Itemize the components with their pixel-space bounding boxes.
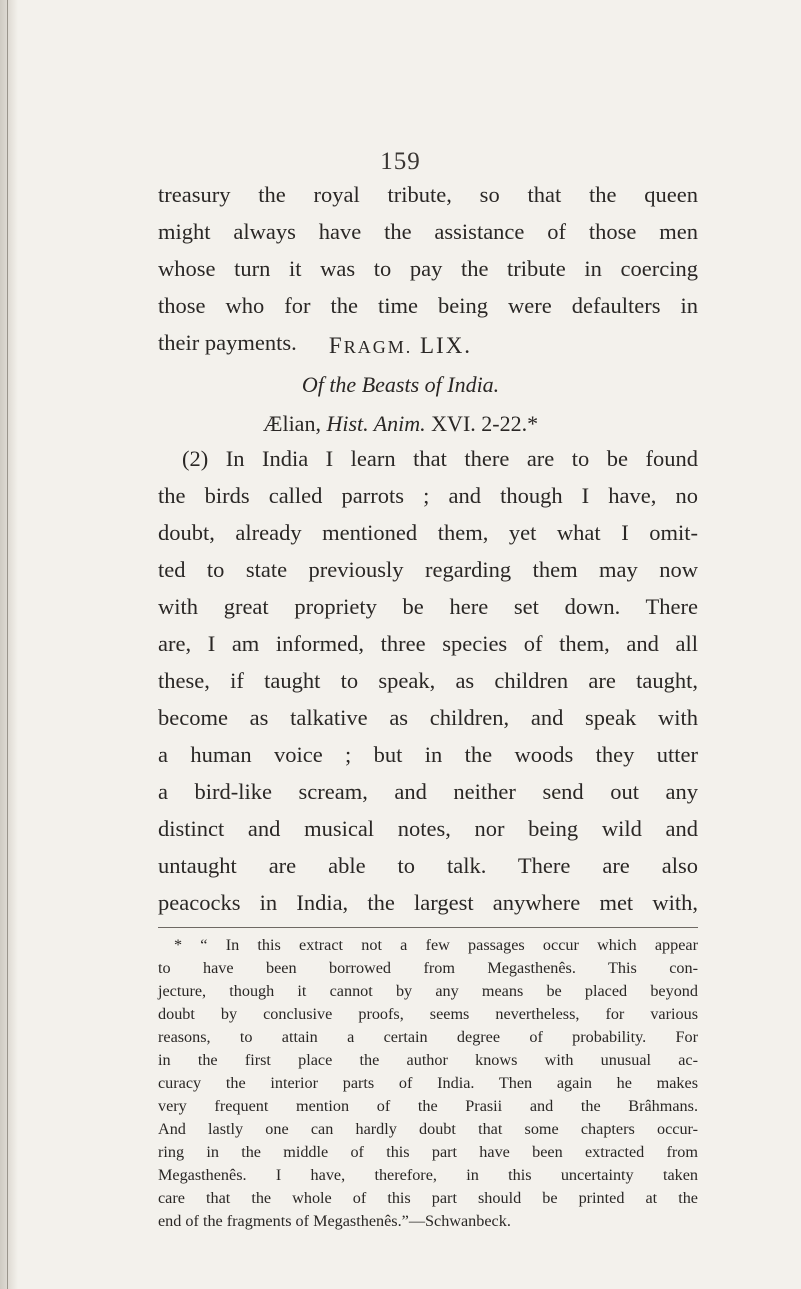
- text-line: might always have the assistance of those men: [158, 219, 698, 244]
- fragment-label-rest: RAGM.: [343, 337, 413, 357]
- fragment-number: LIX.: [419, 333, 473, 358]
- footnote-line: ring in the middle of this part have been extracted from: [158, 1143, 698, 1161]
- text-line: a bird-like scream, and neither send out any: [158, 779, 698, 804]
- page-binding-edge: [0, 0, 18, 1289]
- footnote-divider: [158, 927, 698, 928]
- text-line: their payments.: [158, 330, 297, 355]
- fragment-heading: [0, 333, 801, 359]
- source-work: Hist. Anim.: [326, 411, 426, 436]
- fragment-label-initial: F: [328, 333, 344, 358]
- footnote-line: care that the whole of this part should be printed at the: [158, 1189, 698, 1207]
- footnote-line: reasons, to attain a certain degree of probability. For: [158, 1028, 698, 1046]
- text-line: peacocks in India, the largest anywhere met with,: [158, 890, 698, 915]
- text-line: are, I am informed, three species of them, and all: [158, 631, 698, 656]
- text-line: become as talkative as children, and speak with: [158, 705, 698, 730]
- text-line: treasury the royal tribute, so that the queen: [158, 182, 698, 207]
- source-author: Ælian,: [262, 411, 327, 436]
- fragment-source: [0, 411, 801, 437]
- source-reference: XVI. 2-22.*: [425, 411, 539, 436]
- footnote-line: to have been borrowed from Megasthenês. This con-: [158, 959, 698, 977]
- footnote-line: jecture, though it cannot by any means be placed beyond: [158, 982, 698, 1000]
- text-line: those who for the time being were defaulters in: [158, 293, 698, 318]
- footnote-line: end of the fragments of Megasthenês.”—Schwanbeck.: [158, 1212, 511, 1230]
- text-line: the birds called parrots ; and though I have, no: [158, 483, 698, 508]
- footnote-line: curacy the interior parts of India. Then again he makes: [158, 1074, 698, 1092]
- footnote-line: * “ In this extract not a few passages occur which appear: [174, 936, 698, 954]
- text-line: doubt, already mentioned them, yet what I omit-: [158, 520, 698, 545]
- footnote-line: Megasthenês. I have, therefore, in this uncertainty taken: [158, 1166, 698, 1184]
- text-line: untaught are able to talk. There are also: [158, 853, 698, 878]
- text-line: distinct and musical notes, nor being wild and: [158, 816, 698, 841]
- fragment-title: Of the Beasts of India.: [301, 372, 500, 397]
- text-line: whose turn it was to pay the tribute in coercing: [158, 256, 698, 281]
- footnote: [158, 934, 698, 1233]
- footnote-line: in the first place the author knows with unusual ac-: [158, 1051, 698, 1069]
- text-line: these, if taught to speak, as children are taught,: [158, 668, 698, 693]
- footnote-line: very frequent mention of the Prasii and the Brâhmans.: [158, 1097, 698, 1115]
- text-line: with great propriety be here set down. There: [158, 594, 698, 619]
- text-line: a human voice ; but in the woods they utter: [158, 742, 698, 767]
- text-line: (2) In India I learn that there are to be found: [182, 446, 698, 471]
- page-number: 159: [380, 148, 421, 175]
- binding-fold-line: [7, 0, 8, 1289]
- footnote-line: doubt by conclusive proofs, seems nevertheless, for various: [158, 1005, 698, 1023]
- main-paragraph: [158, 440, 698, 921]
- text-line: ted to state previously regarding them may now: [158, 557, 698, 582]
- footnote-line: And lastly one can hardly doubt that some chapters occur-: [158, 1120, 698, 1138]
